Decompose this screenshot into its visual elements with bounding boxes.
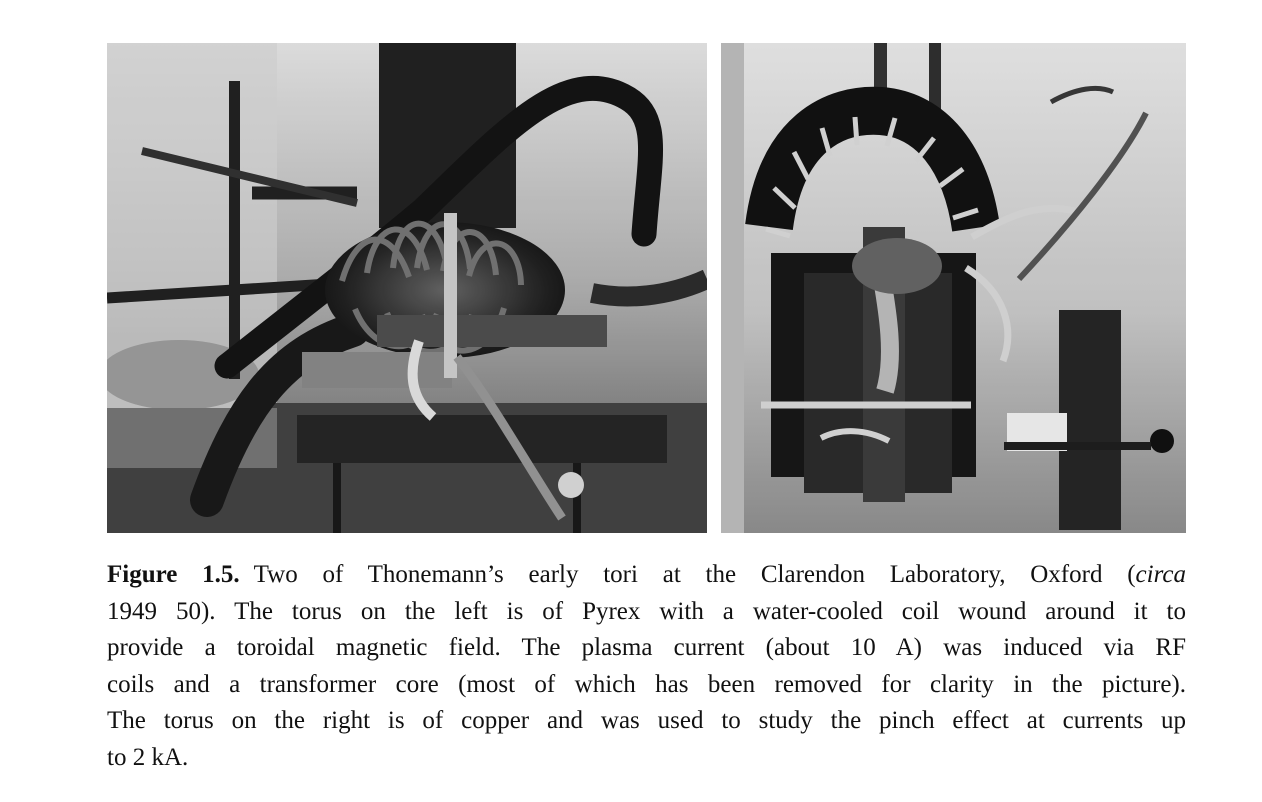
caption-line-4: coils and a transformer core (most of which has been removed for clarity in the picture).: [107, 670, 1186, 698]
caption-line-1-text: Two of Thonemann’s early tori at the Clarendon Laboratory, Oxford (: [253, 561, 1136, 588]
right-torus-photo: [721, 43, 1186, 533]
caption-line-5: The torus on the right is of copper and was used to study the pinch effect at currents up: [107, 707, 1186, 734]
caption-line-3: provide a toroidal magnetic field. The plasma current (about 10 A) was induced via RF: [107, 634, 1186, 661]
caption-line-2: 1949 50). The torus on the left is of Pyrex with a water-cooled coil wound around it to: [107, 597, 1186, 625]
figure-label: Figure 1.5.: [107, 561, 240, 588]
caption-line-1: [107, 557, 1186, 594]
figure: [107, 43, 1186, 533]
figure-caption: [107, 557, 1186, 776]
caption-circa: circa: [1135, 561, 1186, 588]
caption-line-6: to 2 kA.: [107, 743, 189, 771]
pyrex-torus-image: [107, 43, 707, 533]
left-torus-photo: [107, 43, 707, 533]
copper-torus-image: [721, 43, 1186, 533]
